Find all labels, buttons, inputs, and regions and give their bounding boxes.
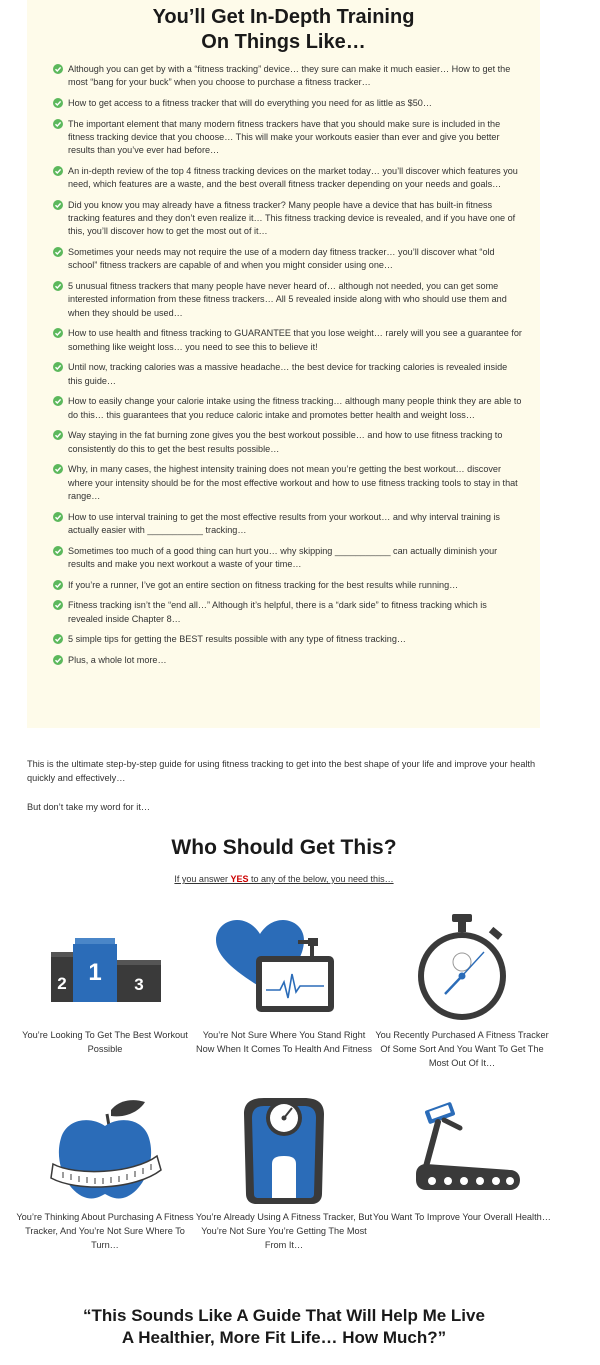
intro-paragraph: But don’t take my word for it… <box>27 802 151 812</box>
list-item: Sometimes too much of a good thing can hurt you… why skipping ___________ can actually diminish your results and make you next workout a waste of your time… <box>53 545 522 571</box>
list-item: Until now, tracking calories was a massive headache… the best device for tracking calories is revealed inside this guide… <box>53 361 522 387</box>
check-icon <box>53 362 63 372</box>
who-item-heart-monitor <box>194 912 374 1056</box>
check-icon <box>53 634 63 644</box>
check-icon <box>53 281 63 291</box>
check-icon <box>53 98 63 108</box>
podium-label-3: 3 <box>134 975 144 994</box>
who-item-scale <box>194 1094 374 1253</box>
list-item: Way staying in the fat burning zone gives you the best workout possible… and how to use fitness tracking to consistently do this to get the best results possible… <box>53 429 522 455</box>
apple-measuring-tape-icon <box>15 1094 195 1206</box>
list-item: Did you know you may already have a fitness tracker? Many people have a device that has built-in fitness tracking features and they don’t even realize it… This fitness tracking device is revealed, and if you have one of this, you’ll discover how to get the most out of it… <box>53 199 522 239</box>
list-item: The important element that many modern fitness trackers have that you should make sure is included in the fitness tracking device that you choose… This will make your workouts easier than ever and give you better results than you’ve ever had before… <box>53 118 522 158</box>
intro-paragraph: This is the ultimate step-by-step guide for using fitness tracking to get into the best shape of your life and improve your health quickly and effectively… <box>27 759 536 783</box>
training-section <box>27 0 540 728</box>
check-icon <box>53 328 63 338</box>
list-item: How to get access to a fitness tracker that will do everything you need for as little as $50… <box>53 97 522 110</box>
check-icon <box>53 200 63 210</box>
who-section-title: Who Should Get This? <box>171 836 397 859</box>
check-icon <box>53 396 63 406</box>
check-icon <box>53 119 63 129</box>
who-item-podium <box>15 912 195 1056</box>
list-item: Why, in many cases, the highest intensity training does not mean you’re getting the best workout… discover where your intensity should be for the most effective workout and how to use fitness tracking tools to stay in that range… <box>53 463 522 503</box>
treadmill-icon <box>372 1094 552 1206</box>
who-caption: You’re Looking To Get The Best Workout Possible <box>22 1030 188 1055</box>
intro-text <box>27 757 557 829</box>
check-icon <box>53 464 63 474</box>
training-title: You’ll Get In-Depth Training On Things Like… <box>152 6 415 53</box>
who-caption: You’re Thinking About Purchasing A Fitness Tracker, And You’re Not Sure Where To Turn… <box>16 1212 194 1251</box>
list-item: 5 unusual fitness trackers that many people have never heard of… although not needed, you can get some interested information from these fitness trackers… All 5 revealed inside along with who should use them and when they should be used… <box>53 280 522 320</box>
check-icon <box>53 247 63 257</box>
check-icon <box>53 512 63 522</box>
who-caption: You’re Not Sure Where You Stand Right Now When It Comes To Health And Fitness <box>195 1030 372 1055</box>
podium-label-1: 1 <box>88 959 102 986</box>
podium-icon <box>15 912 195 1024</box>
who-subtitle: If you answer YES to any of the below, you need this… <box>174 874 394 884</box>
list-item: How to use interval training to get the most effective results from your workout… and why interval training is actually easier with ___________ tracking… <box>53 511 522 537</box>
training-list <box>27 63 540 667</box>
check-icon <box>53 64 63 74</box>
list-item: Plus, a whole lot more… <box>53 654 522 667</box>
who-caption: You’re Already Using A Fitness Tracker, But You’re Not Sure You’re Getting The Most From It… <box>195 1212 373 1251</box>
pricing-teaser-heading: “This Sounds Like A Guide That Will Help Me Live A Healthier, More Fit Life… How Much?” <box>83 1306 485 1347</box>
podium-label-2: 2 <box>57 974 67 993</box>
list-item: Fitness tracking isn’t the “end all…” Although it’s helpful, there is a “dark side” to fitness tracking which is revealed inside Chapter 8… <box>53 599 522 625</box>
check-icon <box>53 655 63 665</box>
heart-monitor-icon <box>194 912 374 1024</box>
list-item: Although you can get by with a “fitness tracking” device… they sure can make it much easier… How to get the most “bang for your buck” when you choose to purchase a fitness tracker… <box>53 63 522 89</box>
check-icon <box>53 166 63 176</box>
bathroom-scale-icon <box>194 1094 374 1206</box>
who-caption: You Want To Improve Your Overall Health… <box>373 1212 551 1222</box>
who-item-treadmill <box>372 1094 552 1224</box>
check-icon <box>53 546 63 556</box>
stopwatch-icon <box>372 912 552 1024</box>
list-item: If you’re a runner, I’ve got an entire section on fitness tracking for the best results while running… <box>53 579 522 592</box>
who-caption: You Recently Purchased A Fitness Tracker Of Some Sort And You Want To Get The Most Out Of It… <box>375 1030 549 1069</box>
list-item: 5 simple tips for getting the BEST results possible with any type of fitness tracking… <box>53 633 522 646</box>
list-item: Sometimes your needs may not require the use of a modern day fitness tracker… you’ll discover what “old school” fitness trackers are capable of and when you might consider using one… <box>53 246 522 272</box>
check-icon <box>53 430 63 440</box>
check-icon <box>53 580 63 590</box>
list-item: How to easily change your calorie intake using the fitness tracking… although many people think they are able to do this… this guarantees that you reduce caloric intake and promotes better health and weight loss… <box>53 395 522 421</box>
yes-highlight: YES <box>230 874 249 884</box>
check-icon <box>53 600 63 610</box>
list-item: How to use health and fitness tracking to GUARANTEE that you lose weight… rarely will you see a guarantee for something like weight loss… you need to see this to believe it! <box>53 327 522 353</box>
who-item-apple <box>15 1094 195 1253</box>
who-item-stopwatch <box>372 912 552 1071</box>
list-item: An in-depth review of the top 4 fitness tracking devices on the market today… you’ll discover which features you need, which features are a waste, and the best overall fitness tracker depending on your needs and goals… <box>53 165 522 191</box>
